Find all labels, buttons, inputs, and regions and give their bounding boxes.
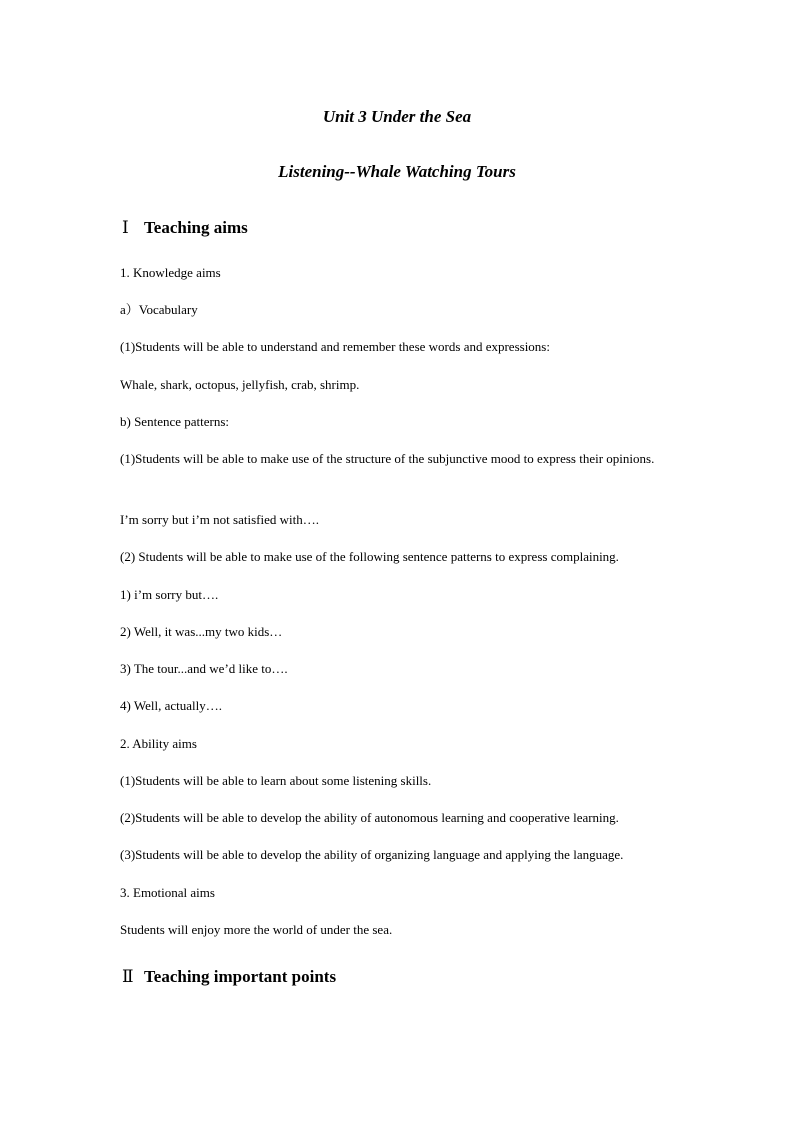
vocabulary-heading: a）Vocabulary: [120, 302, 198, 317]
vocabulary-goal: (1)Students will be able to understand and remember these words and expressions:: [120, 339, 550, 354]
lesson-title: Listening--Whale Watching Tours: [278, 162, 516, 181]
sentence-pattern-item: 4) Well, actually….: [120, 698, 222, 713]
section-heading-important-points: [122, 967, 336, 987]
sentence-pattern-item: 3) The tour...and we’d like to….: [120, 661, 288, 676]
ability-aim-item: (1)Students will be able to learn about some listening skills.: [120, 773, 432, 788]
sentence-pattern-example: I’m sorry but i’m not satisfied with….: [120, 512, 319, 527]
ability-aim-item: (3)Students will be able to develop the ability of organizing language and applying the language.: [120, 847, 624, 862]
sentence-pattern-goal-2: (2) Students will be able to make use of the following sentence patterns to express complaining.: [120, 549, 619, 564]
section-numeral: Ⅰ: [122, 218, 129, 237]
sentence-pattern-item: 1) i’m sorry but….: [120, 587, 219, 602]
ability-aim-item: (2)Students will be able to develop the ability of autonomous learning and cooperative learning.: [120, 810, 619, 825]
emotional-aim-item: Students will enjoy more the world of under the sea.: [120, 922, 393, 937]
section-title: Teaching important points: [144, 967, 337, 986]
section-numeral: Ⅱ: [122, 967, 134, 986]
emotional-aims-heading: 3. Emotional aims: [120, 885, 215, 900]
knowledge-aims-heading: 1. Knowledge aims: [120, 265, 221, 280]
ability-aims-heading: 2. Ability aims: [120, 736, 197, 751]
sentence-patterns-heading: b) Sentence patterns:: [120, 414, 230, 429]
vocabulary-words: Whale, shark, octopus, jellyfish, crab, shrimp.: [120, 377, 360, 392]
section-heading-teaching-aims: [122, 218, 248, 238]
sentence-pattern-goal-1: (1)Students will be able to make use of the structure of the subjunctive mood to express their opinions.: [120, 451, 655, 466]
section-title: Teaching aims: [144, 218, 248, 237]
unit-title: Unit 3 Under the Sea: [322, 107, 472, 126]
sentence-pattern-item: 2) Well, it was...my two kids…: [120, 624, 283, 639]
